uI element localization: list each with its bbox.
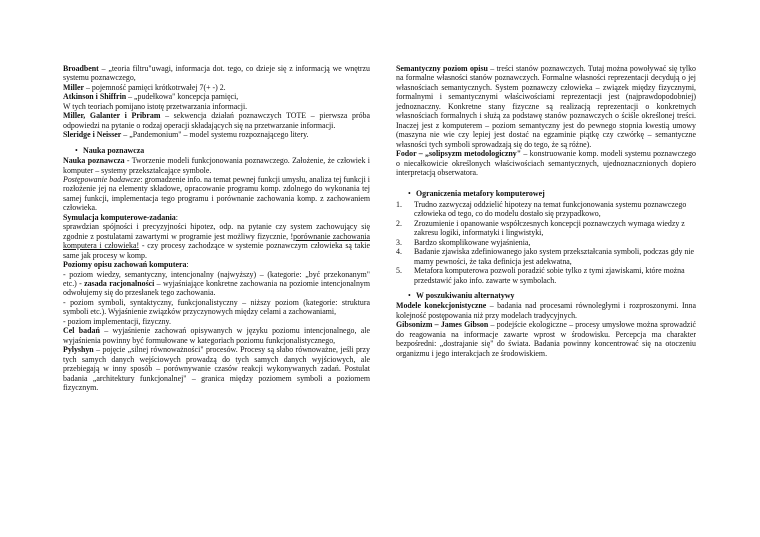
term-poziomy: Poziomy opisu zachowań komputera xyxy=(63,260,187,270)
text-miller: – pojemność pamięci krótkotrwałej 7(+ -) 2. xyxy=(84,82,226,92)
text-poziom-wiedzy-a: - poziom wiedzy, semantyczny, intencjonalny (najwyższy) – (kategorie: „być przekonanym" etc.) - xyxy=(63,269,370,288)
paragraph-symulacja xyxy=(63,222,370,260)
paragraph-tote xyxy=(63,111,370,130)
text-poziom-wiedzy-c: – wyjaśniające konkretne zachowania na poziomie intencjonalnym odwołujemy się do przesłanek tego zachowania. xyxy=(63,278,371,298)
term-racjonalnosc: zasada racjonalności xyxy=(84,278,155,288)
right-column xyxy=(396,64,696,358)
text-symulacja-b: - czy procesy zachodzące w systemie poznawczym człowieka są takie same jak procesy w komp. xyxy=(63,241,370,260)
text-symulacja-a: sprawdzian spójności i precyzyjności hipotez, odp. na pytanie czy system zachowujący się zgodnie z postulatami zawartymi w programie jest możliwy fizycznie, ! xyxy=(63,222,370,241)
list-item xyxy=(396,266,696,285)
list-text: Trudno zazwyczaj oddzielić hipotezy na temat funkcjonowania systemu poznawczego człowieka od tego, co do modelu dostało się przypadkowo, xyxy=(414,199,687,219)
text-postepowanie: : gromadzenie info. na temat pewnej funkcji umysłu, analiza tej funkcji i rozłożenie jej na elementy składowe, opracowanie programu komp. zdolnego do wykonania tej samej funkcji, implementacja tego programu i porównanie zachowania komp. z zachowaniem człowieka. xyxy=(63,174,370,213)
paragraph-poziomy-title xyxy=(63,260,370,269)
paragraph-poziom-wiedzy xyxy=(63,270,370,298)
text-gibsonizm: – podejście ekologiczne – procesy umysłowe można sprowadzić do reagowania na informacje zawarte wprost w środowisku. Percepcja ma charakter bezpośredni: „dostrajanie się" do świata. Badania powinny koncentrować się na otoczeniu organizmu i jego interakcjach ze środowiskiem. xyxy=(396,320,696,358)
text-pylyshyn: – pojęcie „silnej równoważności" procesów. Procesy są słabo równoważne, jeśli przy tych samych danych wejściowych prowadzą do tych samych danych wyjściowych, ale przebiegają w inny sposób – porównywanie czasów reakcji wykonywanych zadań. Postulat badania „architektury funkcjonalnej" – granica między poziomem symboli a poziomem fizycznym. xyxy=(63,345,370,392)
term-broadbent: Broadbent xyxy=(63,64,99,73)
list-item xyxy=(396,200,696,219)
term-nauka: Nauka poznawcza xyxy=(63,156,125,166)
text-atkinson: – „pudełkowa" koncepcja pamięci, xyxy=(126,92,239,102)
paragraph-miller xyxy=(63,83,370,92)
term-semantyczny: Semantyczny poziom opisu xyxy=(396,64,488,73)
left-column xyxy=(63,64,370,392)
list-number: 1. xyxy=(396,199,402,209)
list-number: 2. xyxy=(396,218,402,228)
term-konekcjonizm: Modele konekcjonistyczne xyxy=(396,301,487,311)
term-atkinson: Atkinson i Shiffrin xyxy=(63,92,127,102)
term-miller: Miller xyxy=(63,82,85,92)
heading-nauka-poznawcza: • Nauka poznawcza xyxy=(63,146,370,155)
paragraph-cel-badan xyxy=(63,326,370,345)
text-tote: – sekwencja działań poznawczych TOTE – pierwsza próba odpowiedzi na pytanie o rodzaj operacji składających się na przetwarzanie informacji. xyxy=(63,111,370,130)
text-pandemonium: – „Pandemonium" – model systemu rozpoznającego litery. xyxy=(121,130,309,140)
list-number: 5. xyxy=(396,266,402,276)
term-gibsonizm: Gibsonizm – James Gibson xyxy=(396,320,489,330)
paragraph-nauka xyxy=(63,156,370,175)
heading-ograniczenia: • Ograniczenia metafory komputerowej xyxy=(396,189,696,198)
symulacja-colon: : xyxy=(175,212,178,222)
text-cel-badan: – wyjaśnienie zachowań opisywanych w języku poziomu intencjonalnego, ale wyjaśnienia powinny być formułowane w kategoriach poziomu funkcjonalistycznego, xyxy=(63,326,371,345)
text-broadbent: – „teoria filtru"uwagi, informacja dot. tego, co dzieje się z informacją we wnętrzu systemu poznawczego, xyxy=(63,64,370,83)
paragraph-fodor xyxy=(396,149,696,177)
list-item xyxy=(396,238,696,247)
heading-alternatywy: • W poszukiwaniu alternatywy xyxy=(396,291,696,300)
term-cel-badan: Cel badań xyxy=(63,326,100,336)
text-nauka: - Tworzenie modeli funkcjonowania poznawczego. Założenie, że człowiek i komputer – systemy przekształcające symbole. xyxy=(63,156,370,175)
list-text: Bardzo skomplikowane wyjaśnienia, xyxy=(414,237,531,247)
paragraph-poziom-symboli: - poziom symboli, syntaktyczny, funkcjonalistyczny – niższy poziom (kategorie: struktura symboli etc.). Wyjaśnienie związków przyczynowych między celami a zachowaniami, xyxy=(63,297,370,317)
list-text: Zrozumienie i opanowanie współczesnych koncepcji poznawczych wymaga wiedzy z zakresu logiki, informatyki i lingwistyki, xyxy=(414,218,685,238)
term-symulacja: Symulacja komputerowe-zadania xyxy=(63,212,176,222)
paragraph-symulacja-title xyxy=(63,213,370,222)
paragraph-konekcjonizm xyxy=(396,301,696,320)
list-number: 4. xyxy=(396,247,402,257)
list-text: Badanie zjawiska zdefiniowanego jako system przekształcania symboli, podczas gdy nie mamy pewności, że taka definicja jest adekwatna, xyxy=(414,247,695,266)
list-item xyxy=(396,219,696,238)
paragraph-broadbent xyxy=(63,64,370,83)
paragraph-poziom-implementacji: - poziom implementacji, fizyczny. xyxy=(63,316,171,326)
paragraph-pylyshyn xyxy=(63,345,370,392)
paragraph-gibsonizm xyxy=(396,320,696,358)
term-fodor: Fodor – „solipsyzm metodologiczny" xyxy=(396,149,522,159)
term-pylyshyn: Pylyshyn xyxy=(63,345,94,355)
paragraph-semantyczny xyxy=(396,64,696,149)
limitations-list xyxy=(396,200,696,285)
poziomy-colon: : xyxy=(186,260,189,270)
term-postepowanie: Postępowanie badawcze xyxy=(63,174,141,184)
text-symulacja-underlined: porównanie zachowania komputera i człowieka! xyxy=(63,231,370,251)
spacer xyxy=(396,177,696,183)
paragraph-postepowanie xyxy=(63,175,370,213)
list-item xyxy=(396,247,696,266)
paragraph-atkinson xyxy=(63,92,370,101)
list-number: 3. xyxy=(396,237,402,247)
text-semantyczny: – treści stanów poznawczych. Tutaj można powoływać się tylko na formalne własności stanów poznawczych. Formalne własności reprezentacji decydują o jej własnościach semantycznych. System poznawczy człowieka – związek między fizycznymi, formalnymi i semantycznymi właściwościami reprezentacji jest (najprawdopodobniej) jednoznaczny. Konkretne stany fizyczne są realizacją reprezentacji o konkretnych własnościach formalnych i służą za podstawę stanów poznawczych o ściśle określonej treści. Inaczej jest z komputerem – poziom semantyczny jest do pewnego stopnia kwestią umowy (maszyna nie wie czy lepiej jest dostać na egzaminie piątkę czy czwórkę – semantyczne własności tych symboli sprowadzają się do tego, że są różne). xyxy=(396,64,696,149)
term-tote: Miller, Galanter i Pribram xyxy=(63,111,161,121)
text-konekcjonizm: – badania nad procesami równoległymi i rozproszonymi. Inna kolejność postępowania niż przy modelach tradycyjnych. xyxy=(396,301,696,320)
paragraph-pandemonium xyxy=(63,130,370,139)
term-pandemonium: Sleridge i Neisser xyxy=(63,130,122,140)
list-text: Metafora komputerowa pozwoli poradzić sobie tylko z tymi zjawiskami, które można przedstawić jako info. zawarte w symbolach. xyxy=(414,266,685,285)
paragraph-note: W tych teoriach pomijano istotę przetwarzania informacji. xyxy=(63,101,248,111)
text-fodor: – konstruowanie komp. modeli systemu poznawczego o niecałkowicie określonych właściwościach semantycznych, ujednoznacznionych dopiero interpretacją obserwatora. xyxy=(396,149,697,177)
